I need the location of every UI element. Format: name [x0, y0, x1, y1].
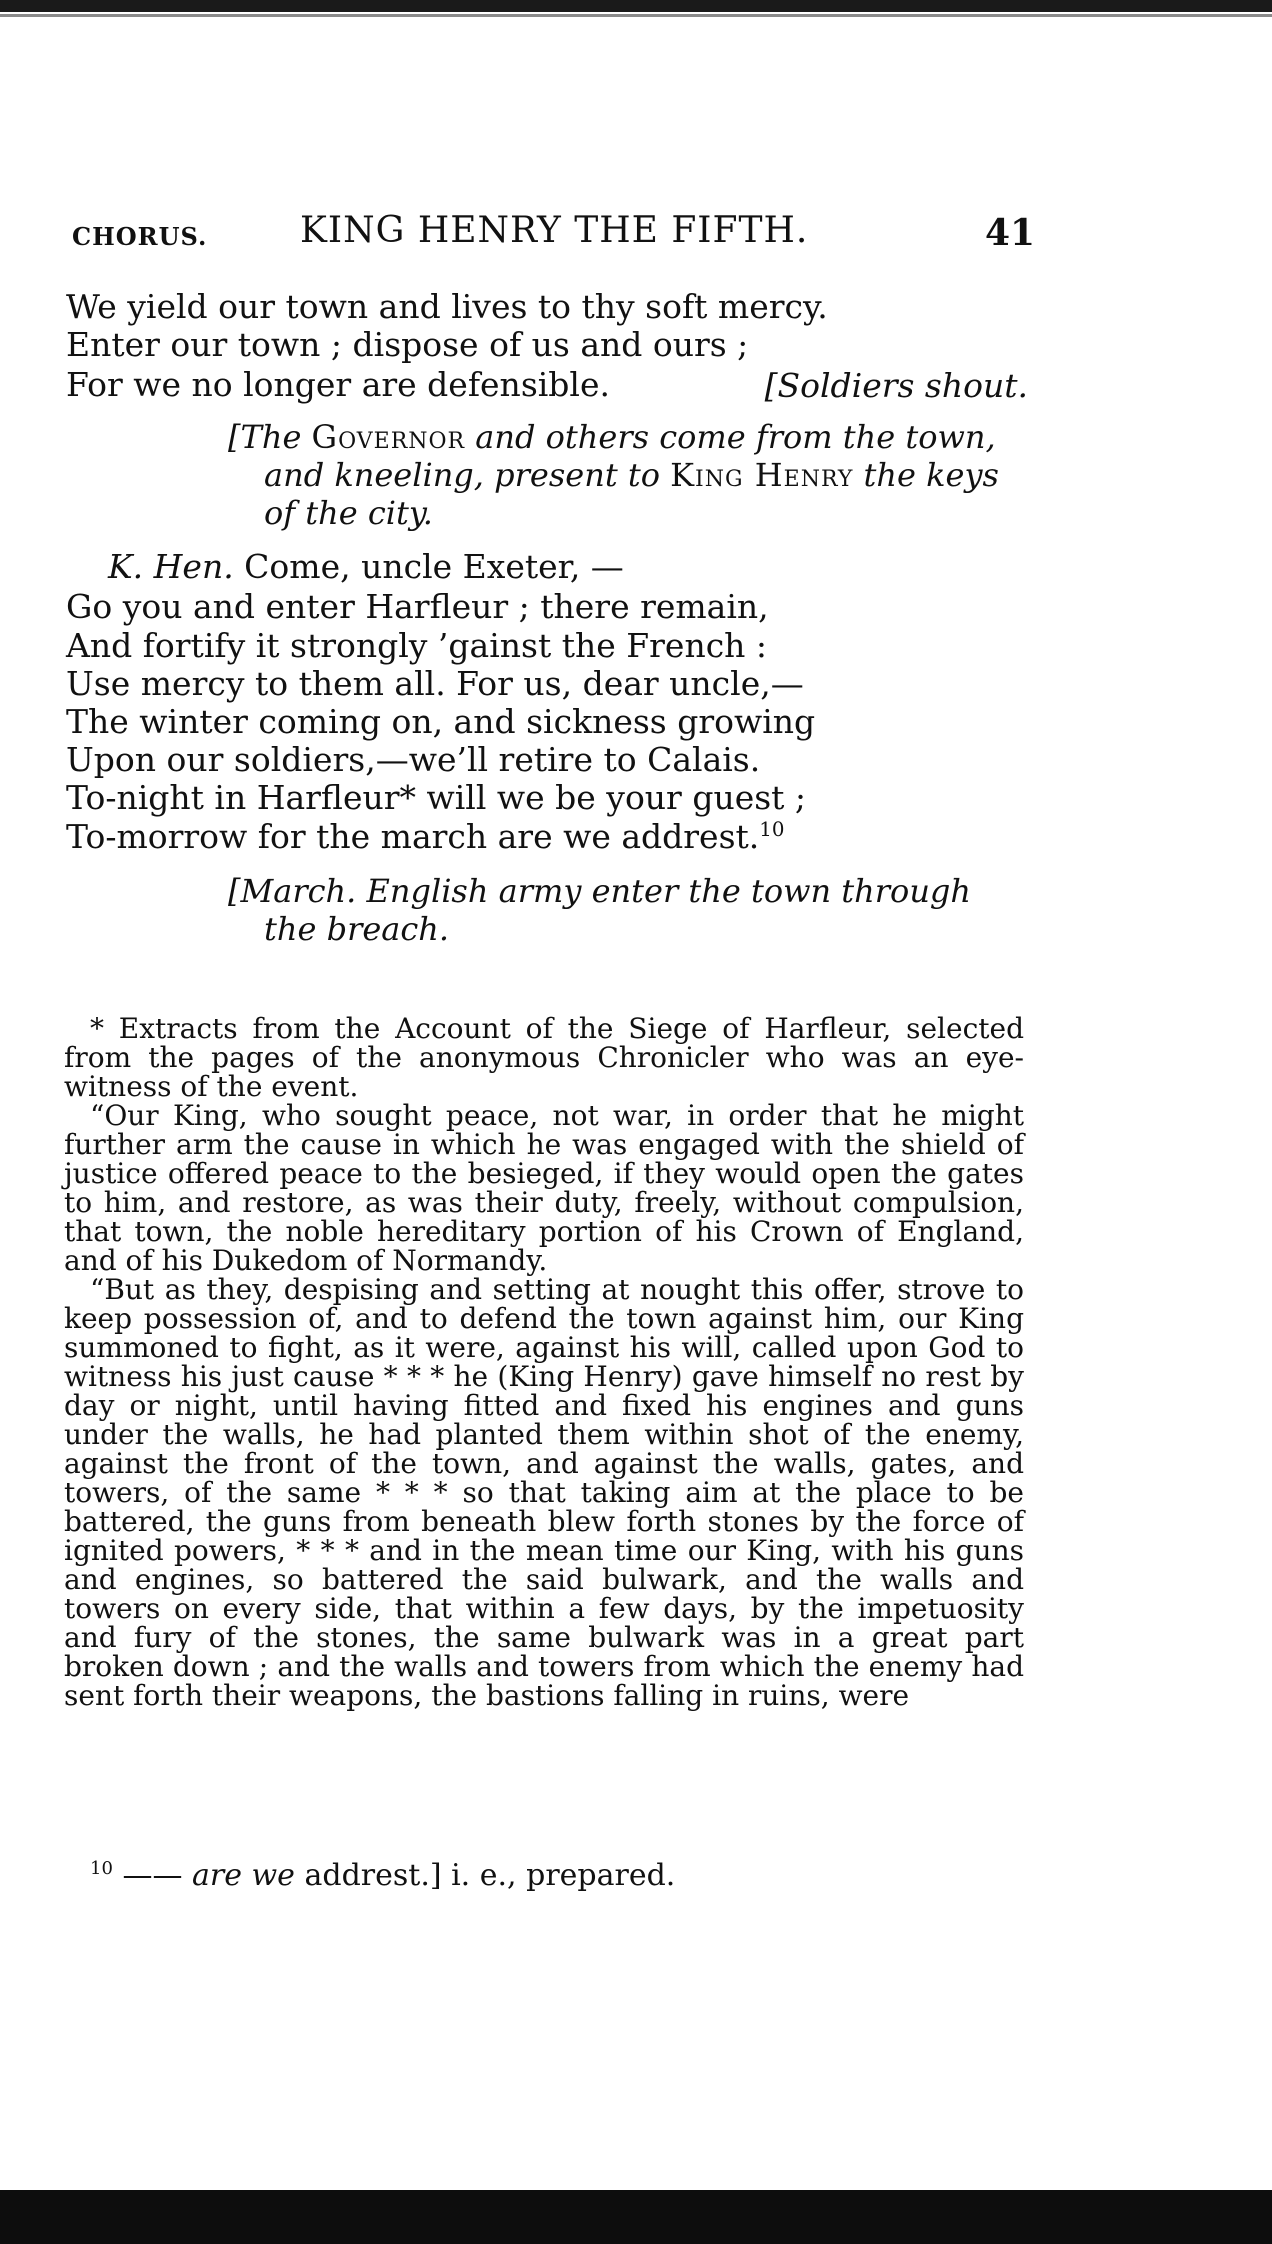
stage-line: [The Governor and others come from the town, [228, 418, 996, 456]
verse-line: To-night in Harfleur* will we be your guest ; [66, 778, 807, 817]
verse-line: The winter coming on, and sickness growing [66, 702, 816, 741]
stage-direction-march [228, 872, 1028, 948]
verse-line: Upon our soldiers,—we’ll retire to Calais. [66, 740, 761, 779]
stage-direction-governor [228, 418, 1028, 532]
verse-line: For we no longer are defensible. [66, 365, 611, 404]
character-name: King Henry [670, 456, 854, 494]
stage-line: [March. English army enter the town through [228, 872, 972, 910]
footnote-10: $^{10}$ —— are we addrest.] i. e., prepared. [90, 1858, 676, 1893]
footnote-paragraph: “But as they, despising and setting at nought this offer, strove to keep possession of, and to defend the town against him, our King summoned to fight, as it were, against his will, called upon God to witness his just cause * * * he (King Henry) gave himself no rest by day or night, until having fitted and fixed his engines and guns under the walls, he had planted them within shot of the enemy, against the front of the town, and against the walls, gates, and towers, of the same * * * so that taking aim at the place to be battered, the guns from beneath blew forth stones by the force of ignited powers, * * * and in the mean time our King, with his guns and engines, so battered the said bulwark, and the walls and towers on every side, that within a few days, by the impetuosity and fury of the stones, the same bulwark was in a great part broken down ; and the walls and towers from which the enemy had sent forth their weapons, the bastions falling in ruins, were [64, 1273, 1024, 1712]
verse-line: We yield our town and lives to thy soft mercy. [66, 287, 828, 326]
footnote-paragraph: * Extracts from the Account of the Siege of Harfleur, selected from the pages of the anonymous Chronicler who was an eye-witness of the event. [64, 1012, 1024, 1103]
bottom-border [0, 2190, 1272, 2244]
footnote-reference: 10 [759, 818, 785, 841]
speech-first-line: K. Hen. Come, uncle Exeter, — [108, 547, 624, 586]
footnote-phrase: are we [191, 1858, 295, 1893]
verse-line: To-morrow for the march are we addrest.$^{10}$ [66, 817, 785, 856]
stage-line: and kneeling, present to King Henry the keys [264, 456, 999, 494]
footnote-star [64, 1014, 1024, 1710]
stage-line: the breach. [264, 910, 450, 948]
footnote-number: 10 [90, 1858, 113, 1879]
verse-line: Enter our town ; dispose of us and ours ; [66, 325, 749, 364]
stage-direction-soldiers: [Soldiers shout. [764, 366, 1028, 405]
page-number: 41 [985, 212, 1036, 254]
running-head-section: CHORUS. [72, 222, 208, 251]
running-head-title: KING HENRY THE FIFTH. [300, 210, 809, 251]
top-border [0, 0, 1272, 12]
footnote-paragraph: “Our King, who sought peace, not war, in order that he might further arm the cause in which he was engaged with the shield of justice offered peace to the besieged, if they would open the gates to him, and restore, as was their duty, freely, without compulsion, that town, the noble hereditary portion of his Crown of England, and of his Dukedom of Normandy. [64, 1099, 1024, 1277]
top-border-thin [0, 14, 1272, 17]
verse-line: Go you and enter Harfleur ; there remain, [66, 587, 769, 626]
verse-line: Use mercy to them all. For us, dear uncle,— [66, 664, 804, 703]
speaker-name: K. Hen. [108, 547, 234, 586]
verse-line: And fortify it strongly ’gainst the French : [66, 626, 768, 665]
stage-line: of the city. [264, 494, 433, 532]
character-name: Governor [311, 418, 466, 456]
